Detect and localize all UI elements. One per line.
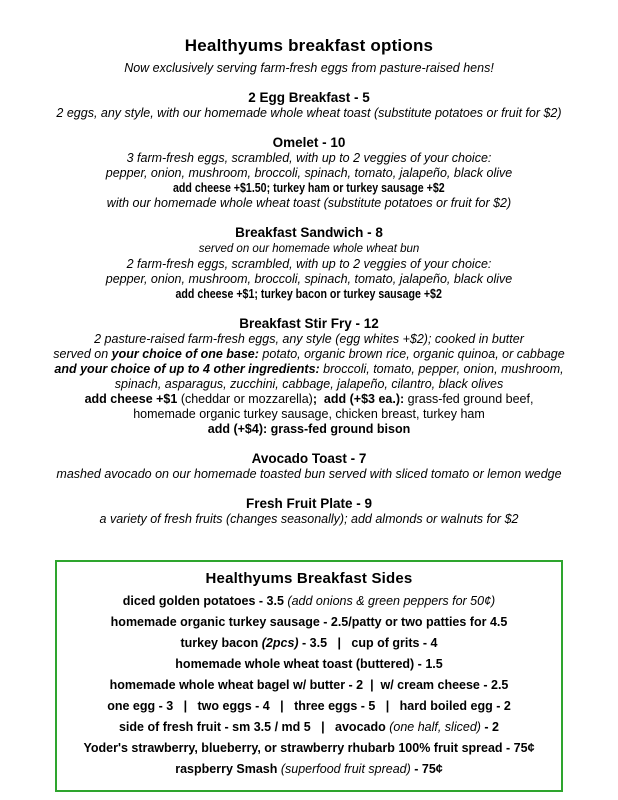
text-segment: served on our homemade whole wheat bun [198,243,420,255]
menu-line [57,633,561,654]
text-segment: pepper, onion, mushroom, broccoli, spinach, tomato, jalapeño, black olive [105,272,513,286]
menu-section [0,90,618,121]
menu-line [0,106,618,121]
text-segment: a variety of fresh fruits (changes seasonally); add almonds or walnuts for $2 [99,512,519,526]
text-segment: and your choice of up to 4 other ingredients: [54,362,320,376]
text-segment: diced golden potatoes - 3.5 [122,594,288,608]
text-segment: turkey bacon [180,636,262,650]
text-segment: grass-fed ground beef, [404,392,534,406]
menu-line [0,347,618,362]
menu-line [57,759,561,780]
menu-item-heading: Breakfast Stir Fry - 12 [239,316,379,331]
menu-line [0,407,618,422]
text-segment: add cheese +$1; turkey bacon or turkey sausage +$2 [175,287,443,301]
page-title: Healthyums breakfast options [184,36,434,55]
text-segment: Yoder's strawberry, blueberry, or strawberry rhubarb 100% fruit spread - 75¢ [83,741,535,755]
menu-item-heading: 2 Egg Breakfast - 5 [248,90,370,105]
menu-line [0,392,618,407]
menu-line [0,422,618,437]
text-segment: pepper, onion, mushroom, broccoli, spinach, tomato, jalapeño, black olive [105,166,513,180]
menu-line [57,612,561,633]
menu-line [57,654,561,675]
menu-line [0,166,618,181]
menu-section [0,451,618,482]
text-segment: ; add (+$3 ea.): [312,392,405,406]
menu-line [0,241,618,257]
text-segment: your choice of one base: [111,347,259,361]
text-segment: one egg - 3 | two eggs - 4 | three eggs - 5 | hard boiled egg - 2 [107,699,511,713]
text-segment: - 2 [480,720,499,734]
text-segment: mashed avocado on our homemade toasted bun served with sliced tomato or lemon wedge [56,467,562,481]
menu-line [0,377,618,392]
text-segment: (superfood fruit spread) [280,762,411,776]
menu-line [0,512,618,527]
text-segment: add cheese +$1 [84,392,178,406]
text-segment: homemade whole wheat toast (buttered) - 1.5 [175,657,443,671]
text-segment: side of fresh fruit - sm 3.5 / md 5 | avocado [118,720,390,734]
menu-line [0,272,618,287]
menu-line [0,467,618,482]
menu-section [0,316,618,437]
breakfast-sides-box [55,560,563,792]
menu-sections [0,90,618,527]
menu-line [57,675,561,696]
menu-line [0,287,618,302]
menu-line [0,196,618,211]
page-subtitle: Now exclusively serving farm-fresh eggs from pasture-raised hens! [124,61,494,75]
text-segment: homemade organic turkey sausage - 2.5/patty or two patties for 4.5 [110,615,508,629]
text-segment: add (+$4): grass-fed ground bison [207,422,411,436]
menu-section [0,496,618,527]
text-segment: 3 farm-fresh eggs, scrambled, with up to 2 veggies of your choice: [126,151,492,165]
menu-line [57,717,561,738]
menu-section [0,225,618,302]
menu-item-heading: Fresh Fruit Plate - 9 [245,496,373,511]
menu-line [0,151,618,166]
menu-line [0,181,618,196]
menu-item-heading: Omelet - 10 [272,135,346,150]
text-segment: (one half, sliced) [389,720,481,734]
text-segment: spinach, asparagus, zucchini, cabbage, jalapeño, cilantro, black olives [114,377,504,391]
text-segment: broccoli, tomato, pepper, onion, mushroom, [319,362,564,376]
menu-line [0,362,618,377]
menu-line [0,332,618,347]
text-segment: add cheese +$1.50; turkey ham or turkey sausage +$2 [173,181,445,195]
text-segment: (2pcs) [261,636,299,650]
text-segment: 2 pasture-raised farm-fresh eggs, any style (egg whites +$2); cooked in butter [94,332,524,346]
text-segment: potato, organic brown rice, organic quinoa, or cabbage [258,347,565,361]
sides-title: Healthyums Breakfast Sides [205,570,413,587]
menu-item-heading: Avocado Toast - 7 [251,451,367,466]
menu-line [0,257,618,272]
sides-lines [57,591,561,780]
text-segment: - 75¢ [410,762,443,776]
menu-item-heading: Breakfast Sandwich - 8 [235,225,383,240]
menu-line [57,738,561,759]
text-segment: 2 eggs, any style, with our homemade whole wheat toast (substitute potatoes or fruit for $2) [56,106,562,120]
text-segment: 2 farm-fresh eggs, scrambled, with up to 2 veggies of your choice: [126,257,492,271]
text-segment: homemade whole wheat bagel w/ butter - 2 | w/ cream cheese - 2.5 [109,678,509,692]
menu-section [0,135,618,211]
text-segment: with our homemade whole wheat toast (substitute potatoes or fruit for $2) [106,196,512,210]
text-segment: raspberry Smash [175,762,281,776]
text-segment: homemade organic turkey sausage, chicken breast, turkey ham [133,407,485,421]
text-segment: (add onions & green peppers for 50¢) [287,594,496,608]
menu-line [57,591,561,612]
menu-line [57,696,561,717]
text-segment: served on [53,347,112,361]
text-segment: - 3.5 | cup of grits - 4 [298,636,438,650]
text-segment: (cheddar or mozzarella) [177,392,313,406]
